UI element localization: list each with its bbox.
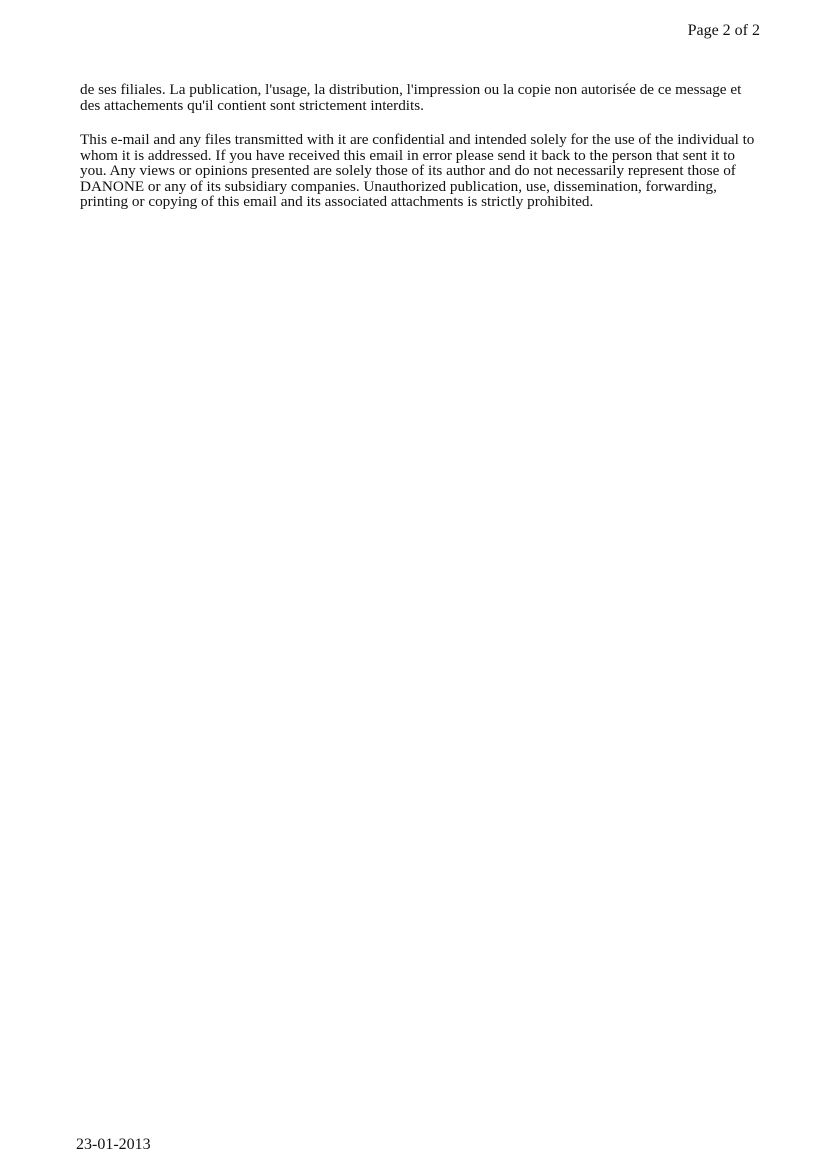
page-number: Page 2 of 2 bbox=[687, 22, 760, 39]
english-disclaimer-paragraph: This e-mail and any files transmitted with it are confidential and intended solely for the use of the individual to whom it is addressed. If you have received this email in error please send it back to the person that sent it to you. Any views or opinions presented are solely those of its author and do not necessarily represent those of DANONE or any of its subsidiary companies. Unauthorized publication, use, dissemination, forwarding, printing or copying of this email and its associated attachments is strictly prohibited. bbox=[80, 131, 755, 210]
email-disclaimer bbox=[80, 82, 756, 229]
footer-date: 23-01-2013 bbox=[76, 1136, 151, 1153]
french-disclaimer-paragraph: de ses filiales. La publication, l'usage, la distribution, l'impression ou la copie non autorisée de ce message et des attachements qu'il contient sont strictement interdits. bbox=[80, 81, 742, 114]
